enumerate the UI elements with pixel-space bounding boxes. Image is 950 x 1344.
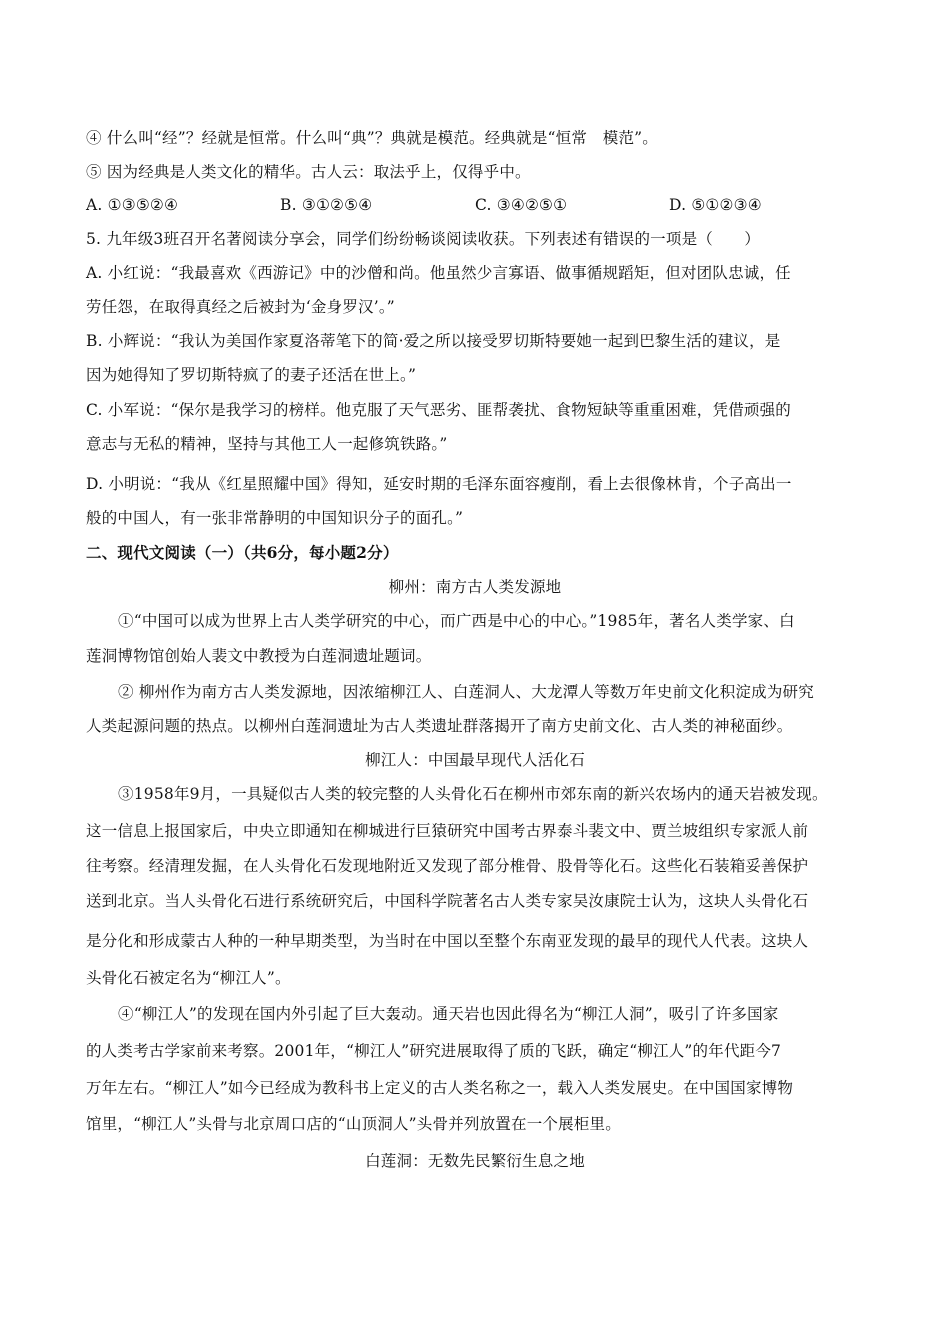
text-line-item-5: ⑤ 因为经典是人类文化的精华。古人云：取法乎上，仅得乎中。 bbox=[86, 163, 531, 181]
option-c: C. ③④②⑤① bbox=[475, 196, 568, 214]
choice-b-line-2: 因为她得知了罗切斯特疯了的妻子还活在世上。” bbox=[86, 366, 417, 384]
para-1-line-2: 莲洞博物馆创始人裴文中教授为白莲洞遗址题词。 bbox=[86, 647, 432, 665]
para-3-line-6: 头骨化石被定名为“柳江人”。 bbox=[86, 969, 291, 987]
option-b: B. ③①②⑤④ bbox=[280, 196, 373, 214]
section-heading: 二、现代文阅读（一）（共6分，每小题2分） bbox=[86, 543, 399, 562]
subtitle-3: 白莲洞：无数先民繁衍生息之地 bbox=[365, 1152, 585, 1170]
text-line-item-4: ④ 什么叫“经”？经就是恒常。什么叫“典”？典就是模范。经典就是“恒常 模范”。 bbox=[86, 129, 658, 147]
choice-c-line-1: C. 小军说：“保尔是我学习的榜样。他克服了天气恶劣、匪帮袭扰、食物短缺等重重困难，凭借顽强的 bbox=[86, 401, 791, 419]
para-2-line-2: 人类起源问题的热点。以柳州白莲洞遗址为古人类遗址群落揭开了南方史前文化、古人类的神秘面纱。 bbox=[86, 717, 793, 735]
para-4-line-3: 万年左右。“柳江人”如今已经成为教科书上定义的古人类名称之一，载入人类发展史。在中国国家博物 bbox=[86, 1079, 794, 1097]
para-4-line-4: 馆里，“柳江人”头骨与北京周口店的“山顶洞人”头骨并列放置在一个展柜里。 bbox=[86, 1115, 621, 1133]
subtitle-2: 柳江人：中国最早现代人活化石 bbox=[365, 751, 585, 769]
choice-d-line-2: 般的中国人，有一张非常静明的中国知识分子的面孔。” bbox=[86, 509, 464, 527]
para-4-line-2: 的人类考古学家前来考察。2001年，“柳江人”研究进展取得了质的飞跃，确定“柳江人”的年代距今7 bbox=[86, 1042, 782, 1060]
choice-c-line-2: 意志与无私的精神，坚持与其他工人一起修筑铁路。” bbox=[86, 435, 448, 453]
para-4-line-1: ④“柳江人”的发现在国内外引起了巨大轰动。通天岩也因此得名为“柳江人洞”，吸引了许多国家 bbox=[118, 1005, 779, 1023]
option-a: A. ①③⑤②④ bbox=[86, 196, 179, 214]
para-3-line-2: 这一信息上报国家后，中央立即通知在柳城进行巨猿研究中国考古界泰斗裴文中、贾兰坡组织专家派人前 bbox=[86, 822, 809, 840]
choice-a-line-1: A. 小红说：“我最喜欢《西游记》中的沙僧和尚。他虽然少言寡语、做事循规蹈矩，但对团队忠诚，任 bbox=[86, 264, 791, 282]
para-3-line-5: 是分化和形成蒙古人种的一种早期类型，为当时在中国以至整个东南亚发现的最早的现代人代表。这块人 bbox=[86, 932, 809, 950]
para-3-line-3: 往考察。经清理发掘，在人头骨化石发现地附近又发现了部分椎骨、股骨等化石。这些化石装箱妥善保护 bbox=[86, 857, 809, 875]
subtitle-1: 柳州：南方古人类发源地 bbox=[388, 578, 562, 596]
option-d: D. ⑤①②③④ bbox=[669, 196, 762, 214]
choice-a-line-2: 劳任怨，在取得真经之后被封为‘金身罗汉’。” bbox=[86, 298, 395, 316]
question-5: 5. 九年级3班召开名著阅读分享会，同学们纷纷畅谈阅读收获。下列表述有错误的一项是（ ） bbox=[86, 230, 761, 248]
choice-b-line-1: B. 小辉说：“我认为美国作家夏洛蒂笔下的简·爱之所以接受罗切斯特要她一起到巴黎生活的建议，是 bbox=[86, 332, 781, 350]
choice-d-line-1: D. 小明说：“我从《红星照耀中国》得知，延安时期的毛泽东面容瘦削，看上去很像林肯，个子高出一 bbox=[86, 475, 792, 493]
para-1-line-1: ①“中国可以成为世界上古人类学研究的中心，而广西是中心的中心。”1985年，著名人类学家、白 bbox=[118, 612, 795, 630]
para-3-line-4: 送到北京。当人头骨化石进行系统研究后，中国科学院著名古人类专家吴汝康院士认为，这块人头骨化石 bbox=[86, 892, 809, 910]
para-2-line-1: ② 柳州作为南方古人类发源地，因浓缩柳江人、白莲洞人、大龙潭人等数万年史前文化积淀成为研究 bbox=[118, 683, 814, 701]
para-3-line-1: ③1958年9月，一具疑似古人类的较完整的人头骨化石在柳州市郊东南的新兴农场内的通天岩被发现。 bbox=[118, 785, 828, 803]
